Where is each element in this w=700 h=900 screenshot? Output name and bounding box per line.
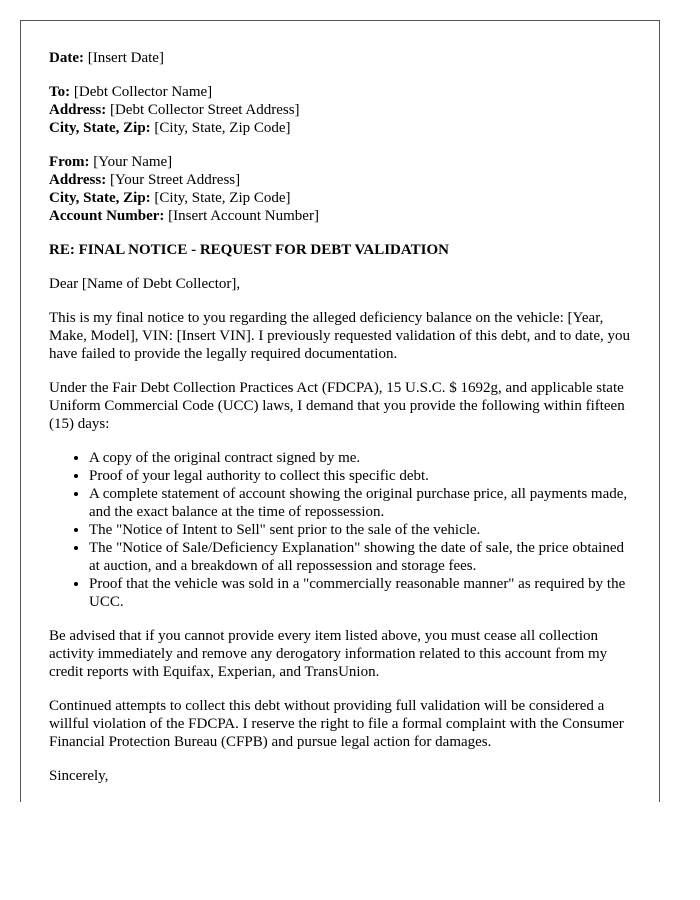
demand-list	[49, 449, 635, 611]
list-item: • Proof of your legal authority to collect this specific debt.	[89, 467, 635, 485]
list-item: • The "Notice of Sale/Deficiency Explanation" showing the date of sale, the price obtained at auction, and a breakdown of all repossession and storage fees.	[89, 539, 635, 575]
list-item: • The "Notice of Intent to Sell" sent prior to the sale of the vehicle.	[89, 521, 635, 539]
list-item: • A complete statement of account showing the original purchase price, all payments made, and the exact balance at the time of repossession.	[89, 485, 635, 521]
salutation: Dear [Name of Debt Collector],	[49, 276, 241, 292]
body-paragraph: This is my final notice to you regarding the alleged deficiency balance on the vehicle: [Year, Make, Model], VIN: [Insert VIN]. I previously requested validation of this debt, and to date, you have failed to provide the legally required documentation.	[49, 310, 630, 362]
sender-block: From: [Your Name] Address: [Your Street Address] City, State, Zip: [City, State, Zip Code] Account Number: [Insert Account Number]	[49, 154, 319, 224]
body-paragraph: Under the Fair Debt Collection Practices Act (FDCPA), 15 U.S.C. $ 1692g, and applicable state Uniform Commercial Code (UCC) laws, I demand that you provide the following within fifteen (15) days:	[49, 380, 625, 432]
body-paragraph: Continued attempts to collect this debt without providing full validation will be considered a willful violation of the FDCPA. I reserve the right to file a formal complaint with the Consumer Financial Protection Bureau (CFPB) and pursue legal action for damages.	[49, 698, 624, 750]
body-paragraph: Be advised that if you cannot provide every item listed above, you must cease all collection activity immediately and remove any derogatory information related to this account from my credit reports with Equifax, Experian, and TransUnion.	[49, 628, 608, 680]
signoff: Sincerely,	[49, 768, 109, 784]
list-item: • A copy of the original contract signed by me.	[89, 449, 635, 467]
letter-page	[20, 20, 660, 802]
recipient-block: To: [Debt Collector Name] Address: [Debt Collector Street Address] City, State, Zip: [City, State, Zip Code]	[49, 84, 300, 136]
subject-line: RE: FINAL NOTICE - REQUEST FOR DEBT VALIDATION	[49, 242, 449, 258]
list-item: • Proof that the vehicle was sold in a "commercially reasonable manner" as required by the UCC.	[89, 575, 635, 611]
date-line: Date: [Insert Date]	[49, 50, 164, 66]
